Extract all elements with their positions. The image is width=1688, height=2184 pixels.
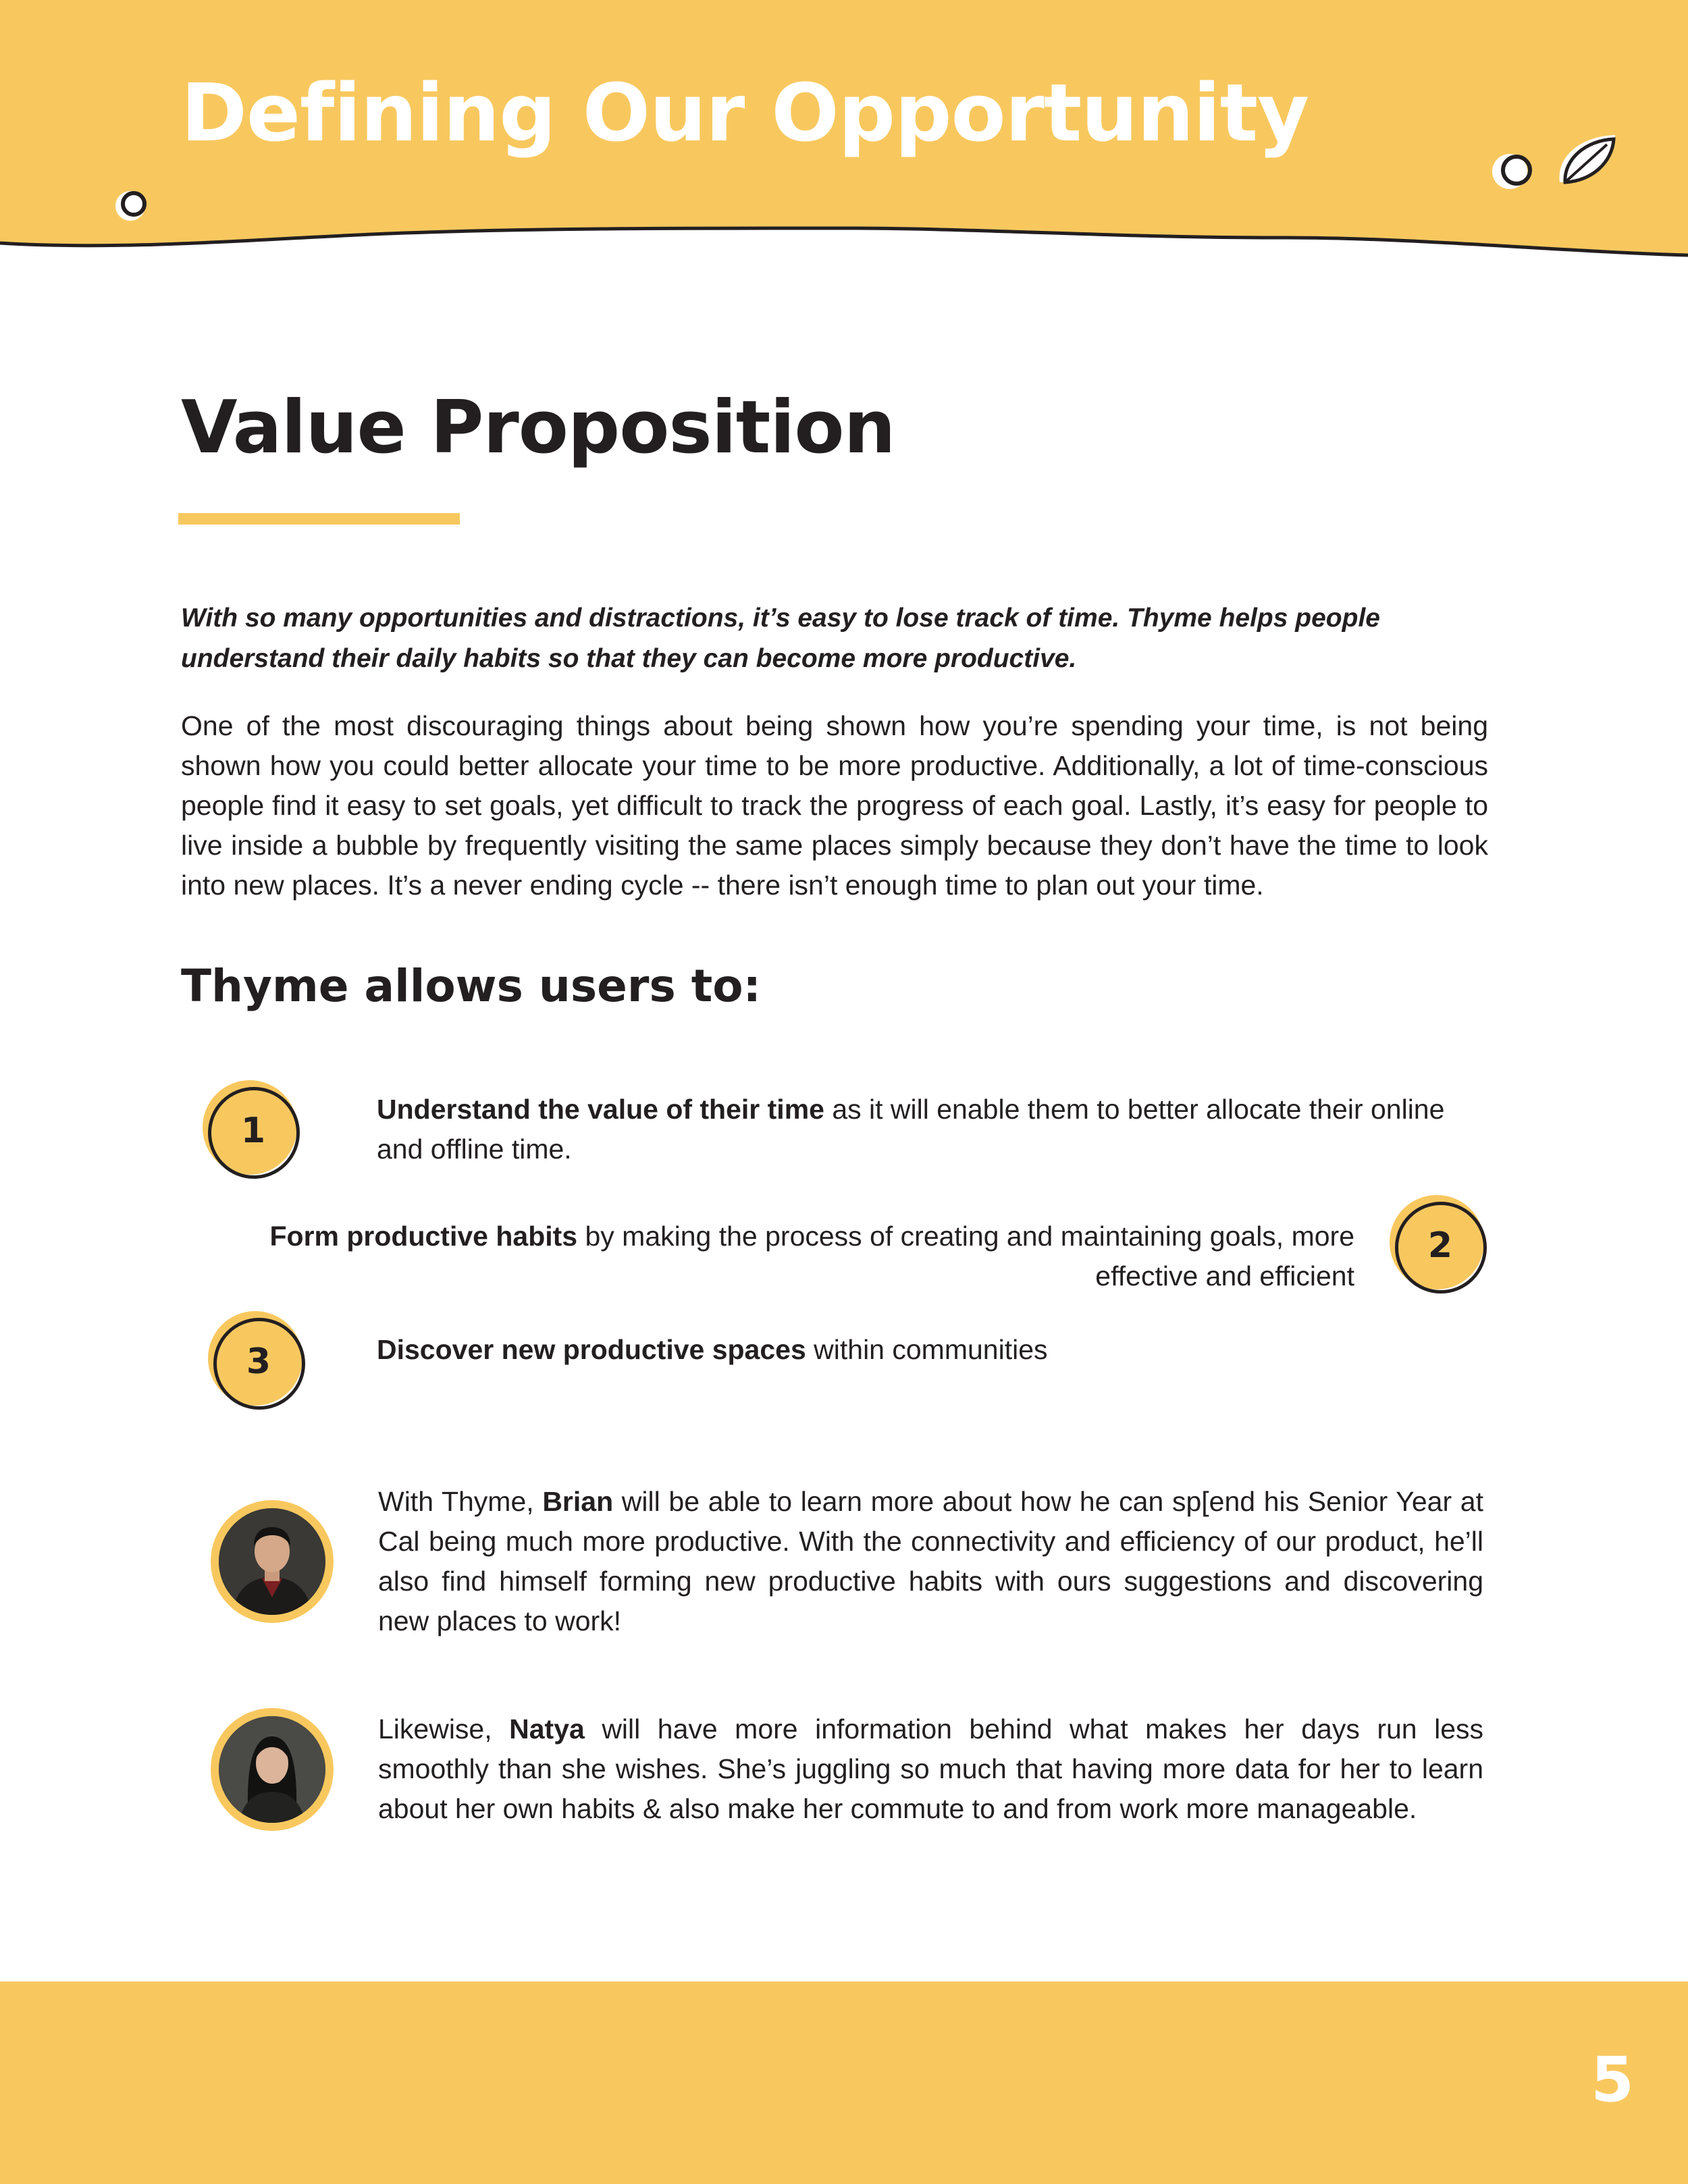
persona-brian-text (378, 1482, 1483, 1641)
footer-band (0, 1981, 1688, 2184)
person-photo-icon (219, 1508, 325, 1615)
leaf-decoration-icon (1553, 130, 1620, 190)
badge-number: 3 (246, 1341, 271, 1382)
badge-number: 2 (1427, 1225, 1453, 1266)
page-number: 5 (1590, 2044, 1634, 2116)
persona-description: will be able to learn more about how he can sp[end his Senior Year at Cal being much more productive. With the connectivity and efficiency of our product, he’ll also find himself forming new productive habits with ours suggestions and discovering new places to work! (378, 1486, 1483, 1636)
item-text: within communities (806, 1334, 1048, 1365)
list-item-2 (203, 1217, 1354, 1296)
circle-decoration-icon (1485, 147, 1546, 194)
number-badge-2 (1390, 1195, 1491, 1296)
item-text: as it will enable them to better allocate their online and offline time. (377, 1094, 1445, 1165)
persona-description: will have more information behind what makes her days run less smoothly than she wishes. She’s juggling so much that having more data for her to learn about her own habits & also make her commute to and from work more manageable. (378, 1713, 1484, 1824)
persona-natya-text (378, 1709, 1483, 1829)
item-bold-text: Understand the value of their time (377, 1094, 824, 1125)
persona-prefix: Likewise, (378, 1713, 510, 1744)
item-text: by making the process of creating and maintaining goals, more effective and efficient (577, 1221, 1354, 1291)
circle-decoration-icon (108, 184, 155, 231)
avatar-brian (211, 1500, 334, 1623)
item-bold-text: Form productive habits (269, 1221, 578, 1252)
section-title: Value Proposition (181, 385, 895, 470)
body-paragraph: One of the most discouraging things about being shown how you’re spending your time, is not being shown how you could better allocate your time to be more productive. Additionally, a lot of time-conscious people find it easy to set goals, yet difficult to track the progress of each goal. Lastly, it’s easy for people to live inside a bubble by frequently visiting the same places simply because they don’t have the time to look into new places. It’s a never ending cycle -- there isn’t enough time to plan out your time. (181, 710, 1488, 901)
list-item-3 (377, 1330, 1491, 1370)
title-underline (178, 513, 460, 525)
person-photo-icon (219, 1716, 325, 1823)
lead-paragraph: With so many opportunities and distractions, it’s easy to lose track of time. Thyme helps people understand their daily habits so that they can become more productive. (181, 604, 1380, 673)
persona-prefix: With Thyme, (378, 1486, 543, 1517)
item-bold-text: Discover new productive spaces (377, 1334, 806, 1365)
avatar-natya (211, 1708, 334, 1831)
number-badge-1 (203, 1080, 304, 1181)
persona-name: Natya (509, 1713, 585, 1744)
badge-number: 1 (240, 1111, 266, 1151)
allows-heading: Thyme allows users to: (181, 960, 762, 1012)
number-badge-3 (208, 1311, 309, 1412)
persona-name: Brian (542, 1486, 614, 1517)
list-item-1 (377, 1090, 1491, 1169)
header-title: Defining Our Opportunity (181, 66, 1309, 159)
